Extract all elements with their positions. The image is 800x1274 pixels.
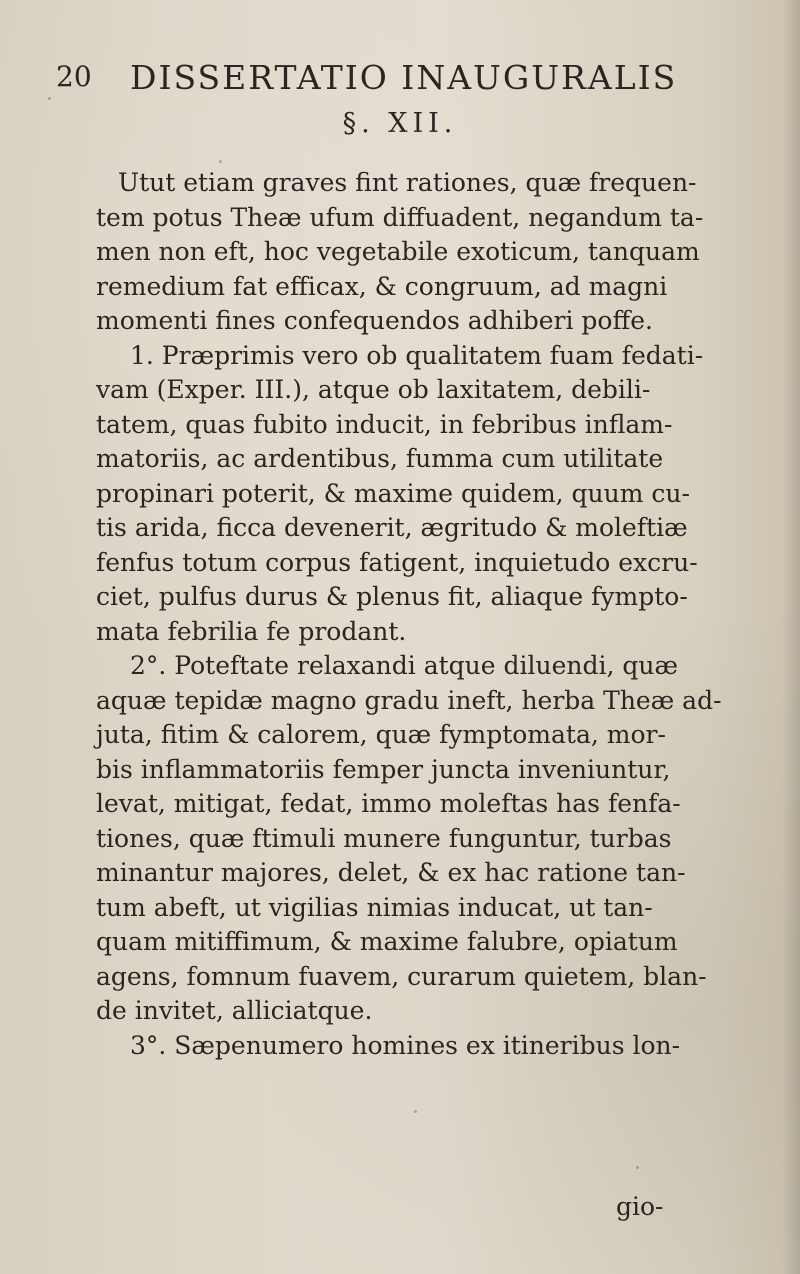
text-line: tatem, quas fubito inducit, in febribus inflam- bbox=[96, 409, 673, 439]
text-line: momenti fines confequendos adhiberi poffe. bbox=[96, 306, 653, 335]
page-number: 20 bbox=[56, 60, 92, 93]
text-line: levat, mitigat, fedat, immo moleftas has fenfa- bbox=[96, 789, 681, 818]
section-title: §. XII. bbox=[342, 108, 458, 139]
text-line: bis inflammatoriis femper juncta inveniuntur, bbox=[96, 754, 671, 784]
text-line: Utut etiam graves fint rationes, quæ frequen- bbox=[118, 168, 697, 197]
text-line: tum abeft, ut vigilias nimias inducat, ut tan- bbox=[96, 892, 653, 922]
text-line: quam mitiffimum, & maxime falubre, opiatum bbox=[96, 927, 678, 956]
text-line: tis arida, ficca devenerit, ægritudo & moleftiæ bbox=[96, 513, 688, 542]
catchword: gio- bbox=[616, 1192, 664, 1221]
paper-speck bbox=[219, 160, 222, 163]
text-line: tem potus Theæ ufum diffuadent, negandum ta- bbox=[96, 202, 704, 232]
paper-speck bbox=[414, 1110, 417, 1113]
paper-speck bbox=[48, 97, 51, 100]
text-line: matoriis, ac ardentibus, fumma cum utilitate bbox=[96, 444, 664, 473]
text-line: 2°. Poteftate relaxandi atque diluendi, quæ bbox=[130, 651, 678, 680]
text-line: tiones, quæ ftimuli munere funguntur, turbas bbox=[96, 823, 672, 853]
text-line: remedium fat efficax, & congruum, ad magni bbox=[96, 271, 668, 301]
text-line: agens, fomnum fuavem, curarum quietem, blan- bbox=[96, 961, 707, 991]
text-line: men non eft, hoc vegetabile exoticum, tanquam bbox=[96, 237, 700, 266]
page-header bbox=[56, 58, 716, 100]
text-line: mata febrilia fe prodant. bbox=[96, 616, 407, 646]
text-line: ciet, pulfus durus & plenus fit, aliaque fympto- bbox=[96, 582, 688, 611]
body-text bbox=[96, 166, 722, 1063]
text-line: 3°. Sæpenumero homines ex itineribus lon- bbox=[130, 1030, 681, 1060]
text-line: 1. Præprimis vero ob qualitatem fuam fedati- bbox=[130, 340, 704, 370]
text-line: minantur majores, delet, & ex hac ratione tan- bbox=[96, 858, 686, 887]
running-title: DISSERTATIO INAUGURALIS bbox=[130, 58, 678, 97]
text-line: juta, fitim & calorem, quæ fymptomata, mor- bbox=[96, 720, 666, 749]
text-line: de invitet, alliciatque. bbox=[96, 996, 373, 1025]
text-line: vam (Exper. III.), atque ob laxitatem, debili- bbox=[96, 375, 651, 404]
text-line: aquæ tepidæ magno gradu ineft, herba Theæ ad- bbox=[96, 685, 722, 715]
text-line: fenfus totum corpus fatigent, inquietudo excru- bbox=[96, 547, 698, 577]
paper-speck bbox=[636, 1166, 639, 1169]
text-line: propinari poterit, & maxime quidem, quum cu- bbox=[96, 478, 690, 508]
